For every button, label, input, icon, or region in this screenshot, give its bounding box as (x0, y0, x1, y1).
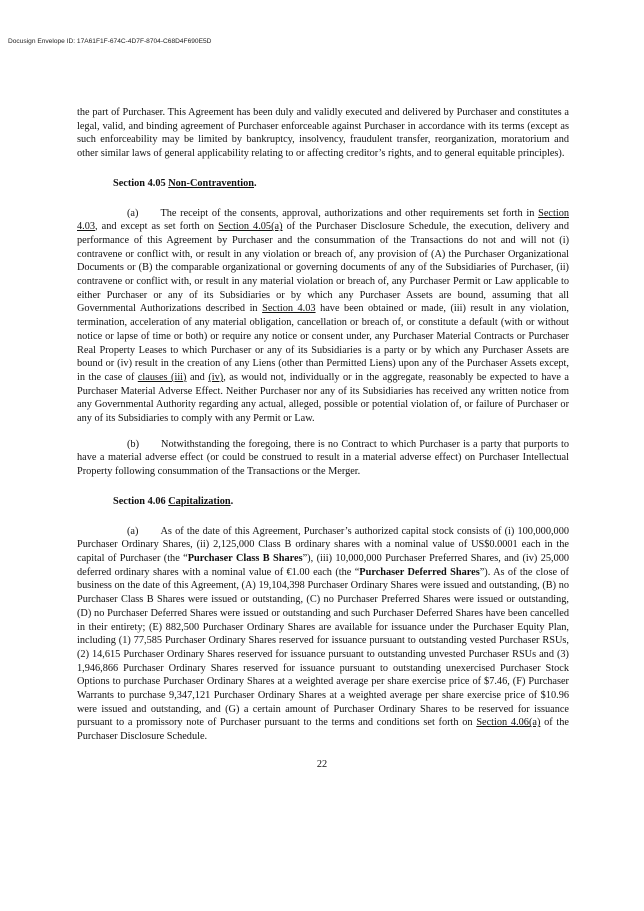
cross-reference: (iv) (208, 371, 224, 383)
page-number: 22 (316, 759, 328, 770)
section-number: Section 4.05 (113, 177, 166, 189)
paragraph-4-05-a: (a) The receipt of the consents, approval, authorizations and other requirements set forth in Section 4.03, and except as set forth on Section 4.05(a) of the Purchaser Disclosure Schedule, the execution, delivery and performance of this Agreement by Purchaser and the consummation of the Transactions do not and will not (i) contravene or conflict with, or result in any violation or breach of, any provision of (A) the Purchaser Organizational Documents or (B) the comparable organizational or governing documents of any of the Subsidiaries of Purchaser, (ii) contravene or conflict with, or result in any material violation or breach of, any Purchaser Permit or Law applicable to either Purchaser or any of its Subsidiaries or by which any Purchaser Assets are bound, assuming that all Governmental Authorizations described in Section 4.03 have been obtained or made, (iii) result in any violation, termination, acceleration of any material obligation, cancellation or breach of, or constitute a default (with or without notice or lapse of time or both) or require any notice or consent under, any Purchaser Material Contracts or Purchaser Real Property Leases to which Purchaser or any of its Subsidiaries is a party or by which any Purchaser Assets are bound or (iv) result in the creation of any Liens (other than Permitted Liens) upon any of the Purchaser Assets except, in the case of clauses (iii) and (iv), as would not, individually or in the aggregate, reasonably be expected to have a Purchaser Material Adverse Effect. Neither Purchaser nor any of its Subsidiaries has received any written notice from any Governmental Authority regarding any actual, alleged, possible or potential violation of, or failure of Purchaser or any of its Subsidiaries to comply with any Permit or Law. (77, 207, 569, 425)
section-number: Section 4.06 (113, 495, 166, 507)
paragraph-4-06-a: (a) As of the date of this Agreement, Purchaser’s authorized capital stock consists of (i) 100,000,000 Purchaser Ordinary Shares, (ii) 2,125,000 Class B ordinary shares with a nominal value of US$0.0001 each in the capital of Purchaser (the “Purchaser Class B Shares”), (iii) 10,000,000 Purchaser Preferred Shares, and (iv) 25,000 deferred ordinary shares with a nominal value of €1.00 each (the “Purchaser Deferred Shares”). As of the close of business on the date of this Agreement, (A) 19,104,398 Purchaser Ordinary Shares were issued and outstanding, (B) no Purchaser Class B Shares were issued or outstanding, (C) no Purchaser Preferred Shares were issued or outstanding, (D) no Purchaser Deferred Shares were issued or outstanding and such Purchaser Deferred Shares have been cancelled in their entirety; (E) 882,500 Purchaser Ordinary Shares are available for issuance under the Purchaser Equity Plan, including (1) 77,585 Purchaser Ordinary Shares reserved for issuance pursuant to outstanding vested Purchaser RSUs, (2) 14,615 Purchaser Ordinary Shares reserved for issuance pursuant to outstanding unvested Purchaser RSUs and (3) 1,946,866 Purchaser Ordinary Shares reserved for issuance pursuant to outstanding unexercised Purchaser Stock Options to purchase Purchaser Ordinary Shares at a weighted average per share exercise price of $7.46, (F) Purchaser Warrants to purchase 9,347,121 Purchaser Ordinary Shares at a weighted average per share exercise price of $10.96 were issued and outstanding, and (G) a certain amount of Purchaser Ordinary Shares to be reserved for issuance pursuant to a promissory note of Purchaser pursuant to the terms and conditions set forth on Section 4.06(a) of the Purchaser Disclosure Schedule. (77, 525, 570, 743)
cross-reference: Section 4.03 (77, 207, 569, 233)
defined-term: Purchaser Class B Shares (187, 552, 303, 564)
section-title: Capitalization (168, 495, 231, 507)
cross-reference: clauses (iii) (137, 371, 187, 383)
section-title: Non-Contravention (168, 177, 255, 189)
continuation-paragraph: the part of Purchaser. This Agreement has been duly and validly executed and delivered by Purchaser and constitutes a legal, valid, and binding agreement of Purchaser enforceable against Purchaser in accordance with its terms (except as such enforceability may be limited by bankruptcy, insolvency, fraudulent transfer, reorganization, moratorium and other similar laws of general applicability relating to or affecting creditor’s rights, and to general equitable principles). (77, 107, 569, 160)
section-4-06-heading: Section 4.06 Capitalization. (113, 495, 234, 507)
envelope-id: Docusign Envelope ID: 17A61F1F-674C-4D7F-8704-C68D4F690E5D (8, 38, 212, 45)
clause-label: (a) (127, 207, 139, 219)
cross-reference: Section 4.03 (262, 303, 316, 315)
cross-reference: Section 4.05(a) (218, 221, 283, 233)
clause-label: (b) (127, 438, 140, 450)
cross-reference: Section 4.06(a) (476, 717, 541, 729)
clause-label: (a) (127, 525, 139, 537)
section-4-05-heading: Section 4.05 Non-Contravention. (113, 177, 257, 189)
document-page (77, 106, 569, 744)
paragraph-4-05-b: (b) Notwithstanding the foregoing, there is no Contract to which Purchaser is a party that purports to have a material adverse effect (or could be construed to result in a material adverse effect) on Purchaser Intellectual Property following consummation of the Transactions or the Merger. (77, 438, 569, 478)
defined-term: Purchaser Deferred Shares (359, 566, 480, 578)
